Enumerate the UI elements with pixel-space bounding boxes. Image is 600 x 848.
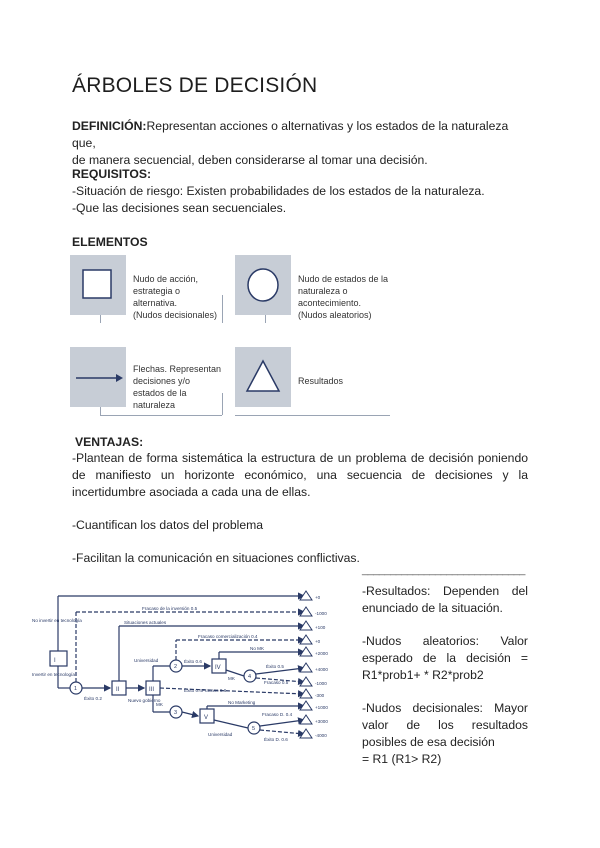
result-triangle: [300, 729, 312, 738]
node-label: III: [149, 687, 155, 693]
separator-rule: _____________________________: [362, 564, 525, 576]
branch-label: Situaciones actuales: [124, 620, 167, 625]
result-triangle: [300, 635, 312, 644]
branch-label: Fracaso 0.6: [202, 688, 227, 693]
requirements-section: [72, 166, 528, 217]
node-label: 3: [174, 710, 178, 716]
branch-label: Éxito D. 0.6: [264, 737, 288, 742]
result-value: -4000: [315, 733, 327, 738]
branch-label: Éxito 0.4: [184, 688, 202, 693]
result-triangle: [300, 663, 312, 672]
branch-label: Universidad: [208, 732, 233, 737]
branch-label: MK: [156, 702, 163, 707]
node-label: 5: [252, 726, 256, 732]
result-value: +0: [315, 639, 321, 644]
result-value: -1000: [315, 611, 327, 616]
result-value: +100: [315, 625, 326, 630]
advantage-item: -Cuantifican los datos del problema: [72, 518, 264, 532]
note-results: -Resultados: Dependen del enunciado de la situación.: [362, 584, 528, 615]
requirement-item: -Que las decisiones sean secuenciales.: [72, 201, 287, 215]
decision-node: [50, 651, 67, 666]
requirement-item: -Situación de riesgo: Existen probabilidades de los estados de la naturaleza.: [72, 184, 485, 198]
result-value: -300: [315, 693, 325, 698]
result-value: -1000: [315, 681, 327, 686]
definition-paragraph: [72, 118, 528, 169]
definition-label: DEFINICIÓN:: [72, 119, 147, 133]
tile-arrow: [70, 347, 126, 407]
branch-label: No invertir en tecnología: [32, 618, 82, 623]
page-title: ÁRBOLES DE DECISIÓN: [72, 74, 318, 97]
arrow-icon: [70, 347, 126, 407]
triangle-icon: [235, 347, 291, 407]
node-label: V: [204, 715, 209, 721]
result-value: +2000: [315, 651, 328, 656]
node-label: 2: [174, 664, 178, 670]
result-triangle: [300, 715, 312, 724]
tile-label: Flechas. Representan decisiones y/o estados de la naturaleza: [133, 364, 222, 410]
definition-text-2: de manera secuencial, deben considerarse al tomar una decisión.: [72, 153, 428, 167]
divider: [100, 407, 101, 415]
branch-label: Invertir en tecnología: [32, 672, 75, 677]
result-value: +4000: [315, 667, 328, 672]
result-value: +3000: [315, 719, 328, 724]
advantages-paragraph: -Plantean de forma sistemática la estructura de un problema de decisión poniendo de manifiesto un horizonte económico, una secuencia de decisiones y la incertidumbre asociada a cada una de ellas.: [72, 451, 528, 499]
elements-heading: ELEMENTOS: [72, 235, 148, 249]
branch-label: Fracaso 0.5: [264, 680, 289, 685]
branch-label: MK: [228, 676, 235, 681]
tile-action-node: [70, 255, 126, 315]
divider: [265, 315, 266, 323]
node-label: II: [116, 687, 120, 693]
tile-event-node: [235, 255, 291, 315]
branch-label: Fracaso de la inversión 0.5: [142, 606, 198, 611]
branch-label: No MK: [250, 646, 265, 651]
branch-label: Nuevo gobierno: [128, 698, 161, 703]
tile-label: Nudo de acción, estrategia o alternativa. (Nudos decisionales): [133, 274, 218, 320]
divider: [235, 415, 390, 416]
advantage-item: -Facilitan la comunicación en situaciones conflictivas.: [72, 551, 360, 565]
tile-label: Nudo de estados de la naturaleza o acontecimiento. (Nudos aleatorios): [298, 274, 389, 320]
circle-icon: [235, 255, 291, 315]
square-icon: [70, 255, 126, 315]
note-random-nodes: -Nudos aleatorios: Valor esperado de la decisión = R1*prob1+ * R2*prob2: [362, 634, 528, 682]
node-label: 1: [74, 686, 78, 692]
branch-label: No Marketing: [228, 700, 256, 705]
advantages-heading: VENTAJAS:: [75, 435, 144, 449]
branch-label: Éxito 0.2: [84, 696, 102, 701]
tile-label: Resultados: [298, 376, 344, 386]
note-decision-nodes: -Nudos decisionales: Mayor valor de los resultados posibles de esa decisión = R1 (R1> R2): [362, 701, 528, 766]
node-label: 4: [248, 674, 252, 680]
node-label: IV: [215, 665, 221, 671]
requirements-heading: REQUISITOS:: [72, 167, 152, 181]
decision-tree-diagram: [32, 588, 352, 748]
result-value: +0: [315, 595, 321, 600]
node-label: I: [54, 658, 56, 664]
divider: [100, 315, 101, 323]
branch-label: Fracaso D. 0.4: [262, 712, 293, 717]
branch-label: Universidad: [134, 658, 159, 663]
branch-label: Éxito 0.6: [184, 659, 202, 664]
tile-result: [235, 347, 291, 407]
elements-figure: [70, 255, 400, 417]
definition-text-1: Representan acciones o alternativas y los estados de la naturaleza que,: [72, 119, 509, 150]
result-value: +1000: [315, 705, 328, 710]
branch-label: Fracaso comercialización 0.4: [198, 634, 258, 639]
branch-label: Éxito 0.5: [266, 664, 284, 669]
divider: [100, 415, 222, 416]
